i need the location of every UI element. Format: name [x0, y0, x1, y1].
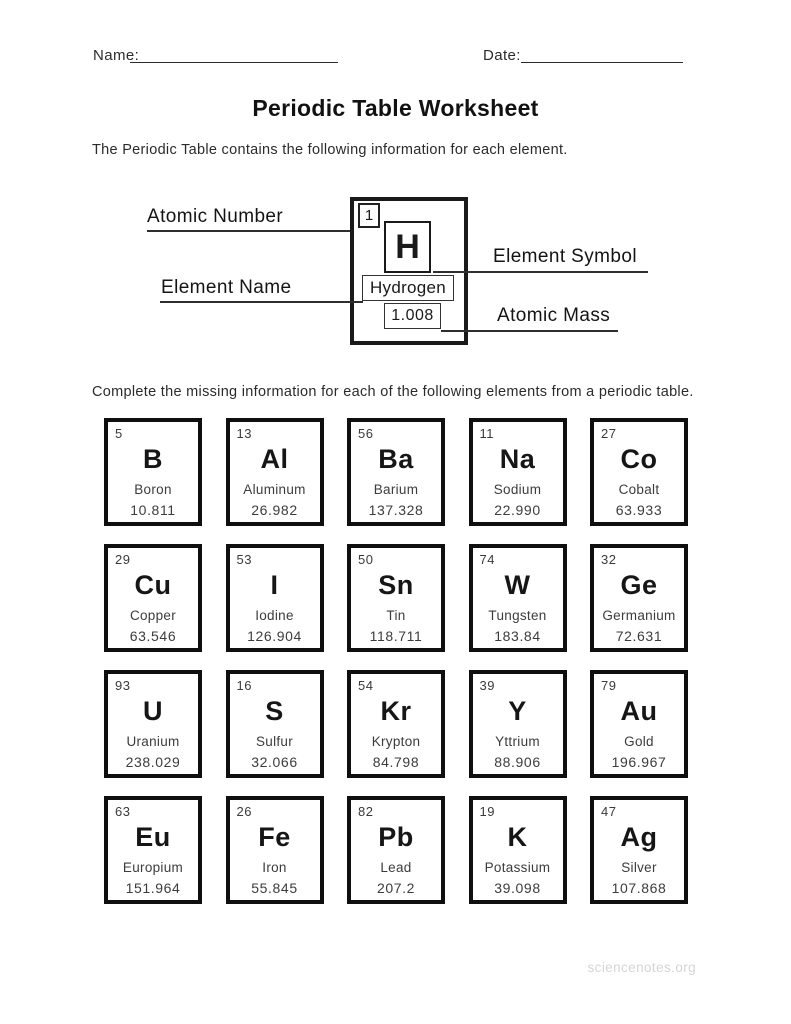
element-symbol-callout-line	[433, 271, 648, 273]
element-card	[226, 418, 324, 526]
element-symbol: B	[143, 444, 163, 474]
element-name: Barium	[373, 482, 419, 497]
element-atomic-number: 74	[479, 552, 495, 567]
element-card	[347, 670, 445, 778]
element-symbol: K	[507, 822, 528, 852]
date-blank-line[interactable]	[521, 47, 683, 63]
element-card	[590, 418, 688, 526]
element-name: Potassium	[484, 860, 551, 875]
element-name: Sodium	[493, 482, 542, 497]
element-name: Lead	[380, 860, 412, 875]
element-symbol: U	[143, 696, 163, 726]
element-atomic-number: 16	[236, 678, 252, 693]
name-label: Name:	[93, 47, 140, 64]
element-symbol: Ba	[378, 444, 414, 474]
element-atomic-mass: 88.906	[494, 754, 541, 770]
element-atomic-mass: 238.029	[125, 754, 181, 770]
element-card	[104, 670, 202, 778]
element-name: Uranium	[126, 734, 180, 749]
example-atomic-number-box: 1	[358, 203, 380, 228]
instruction-text: Complete the missing information for each of the following elements from a periodic table.	[92, 384, 694, 400]
element-atomic-number: 32	[601, 552, 617, 567]
element-name: Europium	[122, 860, 184, 875]
element-card	[590, 670, 688, 778]
example-symbol-box: H	[384, 221, 431, 273]
element-atomic-mass: 137.328	[368, 502, 424, 518]
element-card	[347, 796, 445, 904]
element-atomic-number: 13	[236, 426, 252, 441]
example-mass-box: 1.008	[384, 303, 441, 329]
element-name: Silver	[621, 860, 657, 875]
page-title: Periodic Table Worksheet	[252, 95, 539, 121]
element-card	[347, 418, 445, 526]
element-atomic-mass: 22.990	[494, 502, 541, 518]
element-symbol: Fe	[258, 822, 291, 852]
element-name: Cobalt	[618, 482, 660, 497]
element-atomic-mass: 39.098	[494, 880, 541, 896]
element-atomic-number: 54	[358, 678, 374, 693]
element-name: Iron	[262, 860, 287, 875]
element-name: Boron	[134, 482, 172, 497]
element-atomic-number: 19	[479, 804, 495, 819]
element-symbol: Sn	[378, 570, 414, 600]
element-symbol: Al	[260, 444, 289, 474]
element-card	[590, 796, 688, 904]
element-symbol-callout-label: Element Symbol	[493, 246, 637, 267]
element-atomic-mass: 63.933	[615, 502, 663, 518]
intro-text: The Periodic Table contains the following information for each element.	[92, 142, 568, 158]
element-atomic-mass: 107.868	[611, 880, 667, 896]
element-atomic-mass: 26.982	[251, 502, 298, 518]
element-atomic-number: 26	[236, 804, 252, 819]
element-symbol: S	[265, 696, 284, 726]
element-atomic-number: 63	[115, 804, 131, 819]
atomic-number-callout-label: Atomic Number	[147, 206, 284, 227]
element-atomic-number: 29	[115, 552, 131, 567]
element-card	[469, 670, 567, 778]
element-atomic-number: 82	[358, 804, 374, 819]
element-card	[104, 544, 202, 652]
element-atomic-number: 79	[601, 678, 617, 693]
element-symbol: Eu	[135, 822, 171, 852]
date-label: Date:	[483, 47, 521, 64]
element-name-callout-line	[160, 301, 363, 303]
element-name: Tin	[386, 608, 406, 623]
element-card	[226, 796, 324, 904]
element-atomic-mass: 72.631	[615, 628, 663, 644]
element-atomic-mass: 118.711	[369, 628, 423, 644]
atomic-mass-callout-line	[441, 330, 618, 332]
element-card	[226, 544, 324, 652]
element-card	[590, 544, 688, 652]
element-name-callout-label: Element Name	[161, 277, 292, 298]
element-name: Yttrium	[495, 734, 540, 749]
element-name: Aluminum	[243, 482, 306, 497]
element-symbol: Cu	[134, 570, 172, 600]
element-atomic-mass: 32.066	[251, 754, 298, 770]
element-symbol: Ge	[620, 570, 658, 600]
element-symbol: W	[504, 570, 531, 600]
element-card	[347, 544, 445, 652]
element-atomic-mass: 10.811	[130, 502, 176, 518]
element-name: Tungsten	[488, 608, 547, 623]
elements-grid	[104, 418, 688, 904]
element-atomic-mass: 126.904	[247, 628, 302, 644]
element-atomic-number: 53	[236, 552, 252, 567]
element-symbol: Na	[499, 444, 536, 474]
element-name: Krypton	[371, 734, 421, 749]
element-atomic-number: 5	[115, 426, 123, 441]
element-symbol: Kr	[380, 696, 412, 726]
element-name: Gold	[624, 734, 654, 749]
element-atomic-number: 39	[479, 678, 495, 693]
element-symbol: Co	[620, 444, 658, 474]
element-name: Copper	[129, 608, 177, 623]
element-atomic-number: 47	[601, 804, 617, 819]
element-card	[226, 670, 324, 778]
element-name: Sulfur	[255, 734, 294, 749]
element-symbol: Y	[508, 696, 527, 726]
element-atomic-mass: 196.967	[611, 754, 667, 770]
element-card	[469, 796, 567, 904]
element-atomic-mass: 183.84	[494, 628, 541, 644]
element-atomic-number: 11	[479, 426, 494, 441]
element-atomic-number: 27	[601, 426, 617, 441]
element-card	[104, 418, 202, 526]
atomic-mass-callout-label: Atomic Mass	[497, 305, 611, 326]
example-name-box: Hydrogen	[362, 275, 454, 301]
element-atomic-mass: 84.798	[372, 754, 420, 770]
element-atomic-number: 93	[115, 678, 131, 693]
element-atomic-mass: 207.2	[376, 880, 416, 896]
element-atomic-mass: 151.964	[125, 880, 181, 896]
element-symbol: I	[270, 570, 279, 600]
name-blank-line[interactable]	[130, 47, 338, 63]
element-name: Germanium	[602, 608, 676, 623]
element-card	[469, 418, 567, 526]
element-symbol: Au	[620, 696, 658, 726]
site-credit: sciencenotes.org	[587, 960, 696, 975]
element-atomic-mass: 55.845	[251, 880, 298, 896]
element-atomic-mass: 63.546	[129, 628, 177, 644]
element-symbol: Pb	[378, 822, 414, 852]
element-atomic-number: 50	[358, 552, 374, 567]
element-atomic-number: 56	[358, 426, 374, 441]
atomic-number-callout-line	[147, 230, 350, 232]
element-card	[104, 796, 202, 904]
element-symbol: Ag	[620, 822, 658, 852]
element-name: Iodine	[255, 608, 294, 623]
element-card	[469, 544, 567, 652]
